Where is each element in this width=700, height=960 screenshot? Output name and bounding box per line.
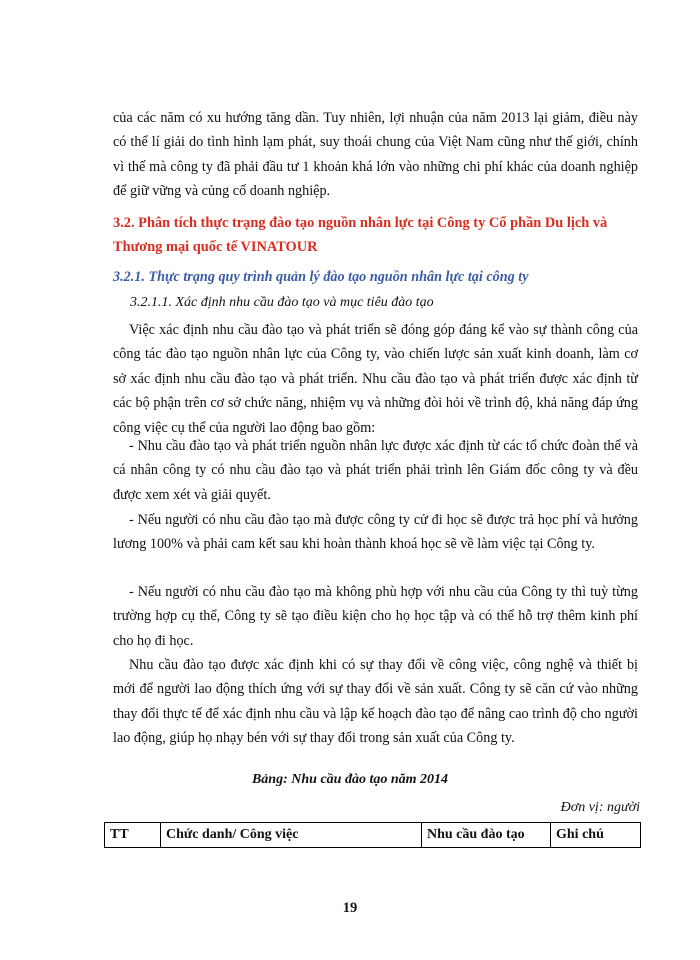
bullet-paragraph-1: - Nhu cầu đào tạo và phát triển nguồn nhân lực được xác định từ các tổ chức đoàn thể và cá nhân công ty có nhu cầu đào tạo và phát triển phải trình lên Giám đốc công ty và đều được xem xét và giải quyết. — [113, 438, 638, 503]
section-heading-3-2: 3.2. Phân tích thực trạng đào tạo nguồn nhân lực tại Công ty Cổ phần Du lịch và Thương mại quốc tế VINATOUR — [113, 215, 608, 256]
subsubsection-heading-3-2-1-1: 3.2.1.1. Xác định nhu cầu đào tạo và mục tiêu đào tạo — [130, 295, 434, 310]
paragraph-training-needs: Việc xác định nhu cầu đào tạo và phát triển sẽ đóng góp đáng kể vào sự thành công của công tác đào tạo nguồn nhân lực của Công ty, vào chiến lược sản xuất kinh doanh, làm cơ sở xác định nhu cầu đào tạo và phát triển. Nhu cầu đào tạo và phát triển được xác định từ các bộ phận trên cơ sở chức năng, nhiệm vụ và những đòi hỏi về trình độ, khả năng đáp ứng công việc cụ thể của người lao động bao gồm: — [113, 322, 638, 436]
header-cell-training-needs: Nhu cầu đào tạo — [422, 823, 551, 848]
header-cell-tt: TT — [105, 823, 161, 848]
bullet-paragraph-3: - Nếu người có nhu cầu đào tạo mà không phù hợp với nhu cầu của Công ty thì tuỳ từng trường hợp cụ thể, Công ty sẽ tạo điều kiện cho họ học tập và có thể hỗ trợ thêm kinh phí cho họ đi học. — [113, 584, 638, 649]
table-header-row — [105, 823, 641, 848]
training-needs-table — [104, 822, 641, 848]
header-cell-job-title: Chức danh/ Công việc — [161, 823, 422, 848]
paragraph-training-changes: Nhu cầu đào tạo được xác định khi có sự thay đổi về công việc, công nghệ và thiết bị mới để người lao động thích ứng với sự thay đổi về sản xuất. Công ty sẽ căn cứ vào những thay đổi thực tế để xác định nhu cầu và lập kế hoạch đào tạo để nâng cao trình độ cho người lao động, giúp họ nhạy bén với sự thay đổi trong sản xuất của Công ty. — [113, 657, 638, 747]
paragraph-intro-continuation: của các năm có xu hướng tăng dần. Tuy nhiên, lợi nhuận của năm 2013 lại giảm, điều này có thể lí giải do tình hình lạm phát, suy thoái chung của Việt Nam cũng như thế giới, chính vì thế mà công ty đã phải đầu tư 1 khoản khá lớn vào những chi phí khác của doanh nghiệp để giữ vững và củng cố doanh nghiệp. — [113, 110, 638, 200]
header-cell-notes: Ghi chú — [551, 823, 641, 848]
subsection-heading-3-2-1: 3.2.1. Thực trạng quy trình quản lý đào tạo nguồn nhân lực tại công ty — [113, 269, 529, 285]
table-unit: Đơn vị: người — [560, 800, 640, 815]
page-number: 19 — [342, 900, 358, 916]
table-caption: Bảng: Nhu cầu đào tạo năm 2014 — [251, 772, 449, 787]
bullet-paragraph-2: - Nếu người có nhu cầu đào tạo mà được công ty cử đi học sẽ được trả học phí và hưởng lương 100% và phải cam kết sau khi hoàn thành khoá học sẽ về làm việc tại Công ty. — [113, 512, 638, 553]
